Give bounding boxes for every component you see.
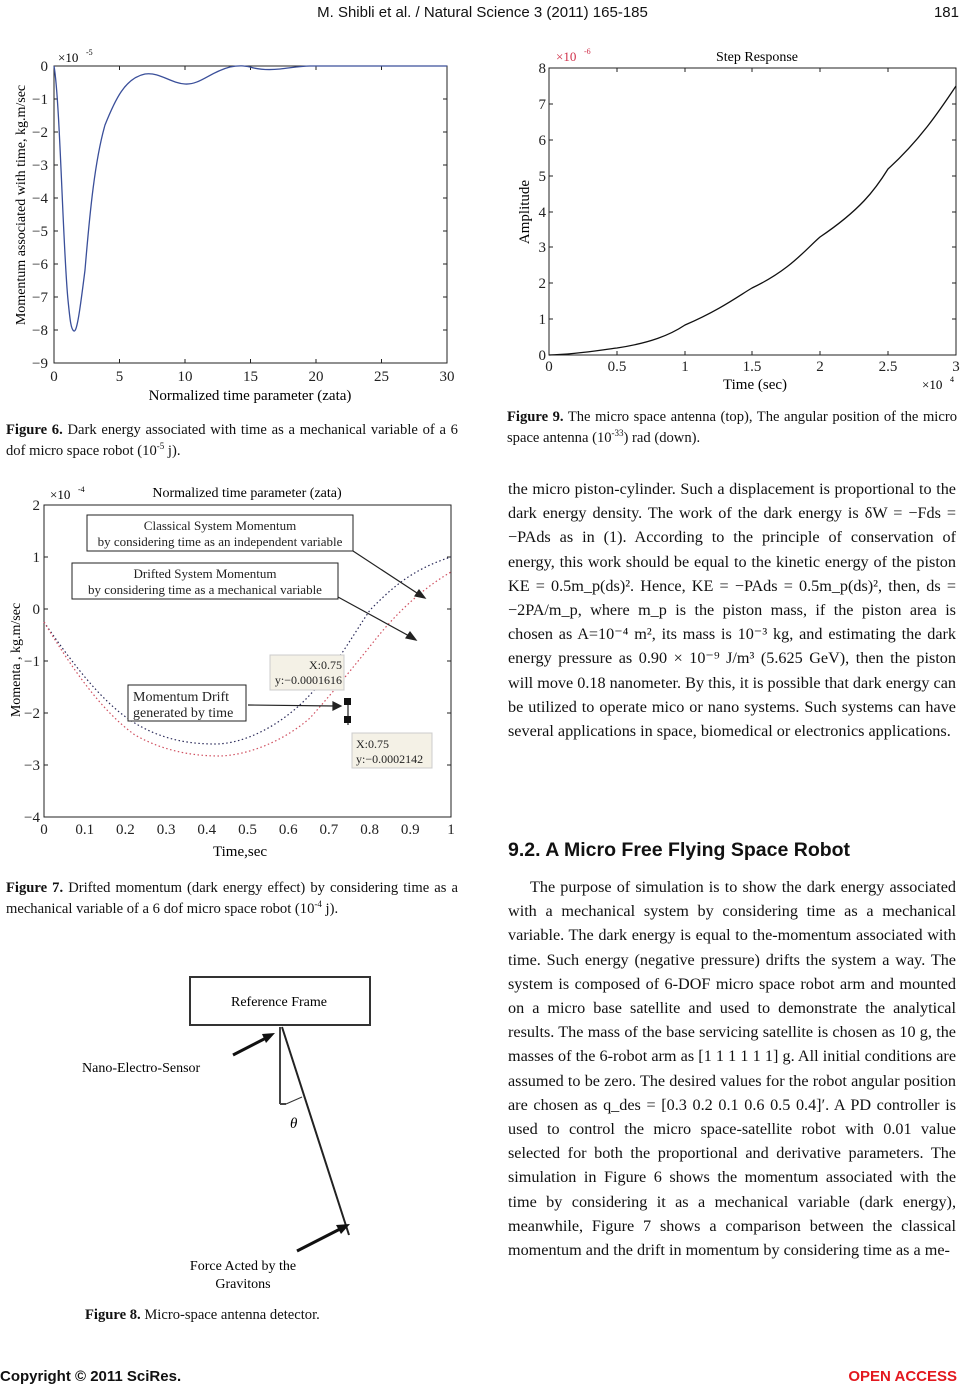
figure-8-caption: Figure 8. Micro-space antenna detector. <box>85 1307 320 1323</box>
figure-6-caption: Figure 6. Dark energy associated with time as a mechanical variable of a 6 dof micro space robot ($10^{-5}$ j). <box>6 422 458 459</box>
svg-text:-6: -6 <box>584 47 591 56</box>
y-tick: −6 <box>32 257 48 273</box>
x-axis-label: Time (sec) <box>722 377 788 393</box>
annotation-drift-line2: generated by time <box>133 706 234 721</box>
multiplier: ×10 <box>58 50 79 65</box>
datatip-2-x: X:0.75 <box>356 737 389 751</box>
figure-9-chart <box>490 45 965 395</box>
page-number: 181 <box>933 4 959 21</box>
annotation-drifted-line2: by considering time as a mechanical variable <box>88 582 322 597</box>
sensor-label: Nano-Electro-Sensor <box>82 1061 201 1076</box>
body-paragraph-2: The purpose of simulation is to show the dark energy associated with a mechanical system by considering time as a mechanical variable. The dark energy is equal to the-momentum associated with time. Such energy (negative pressure) drifts the system a way. The system is composed of 6-DOF micro space robot arm and mounted on a micro base satellite and used to demonstrate the analytical results. The mass of the base servicing satellite is chosen as 10 g, the masses of the 6-robot arm as [1 1 1 1 1 1] g. All initial conditions are assumed to be zero. The desired values for the robot angular position are chosen as q_des = [0.3 0.2 0.1 0.6 0.5 0.4]′. A PD controller is used to control the micro space-satellite robot with 0.01 value selected for both the proportional and derivative parameters. The simulation in Figure 6 shows the momentum associated with the time by considering it as a mechanical variable (dark energy), meanwhile, Figure 7 shows a comparison between the classical momentum and the drift in momentum by considering time as a me- <box>508 878 956 1260</box>
y-tick: −3 <box>32 158 48 174</box>
reference-frame-label: Reference Frame <box>231 995 327 1010</box>
svg-text:1: 1 <box>538 312 546 328</box>
theta-label: θ <box>290 1116 298 1132</box>
svg-text:1: 1 <box>32 550 40 566</box>
svg-text:0: 0 <box>50 369 58 385</box>
svg-text:0: 0 <box>538 348 546 364</box>
svg-text:0.5: 0.5 <box>607 359 627 375</box>
y-tick: −8 <box>32 323 48 339</box>
svg-text:0: 0 <box>545 359 553 375</box>
svg-text:−4: −4 <box>24 810 40 826</box>
datatip-1-x: X:0.75 <box>309 658 342 672</box>
chart-title: Normalized time parameter (zata) <box>152 486 342 501</box>
svg-text:-4: -4 <box>78 485 85 494</box>
svg-text:15: 15 <box>243 369 258 385</box>
svg-text:0.4: 0.4 <box>197 822 217 838</box>
svg-text:10: 10 <box>177 369 193 385</box>
svg-text:5: 5 <box>115 369 124 385</box>
svg-text:6: 6 <box>538 133 546 149</box>
annotation-classical-line2: by considering time as an independent variable <box>97 534 343 549</box>
copyright: Copyright © 2011 SciRes. <box>0 1368 182 1385</box>
svg-text:0.5: 0.5 <box>238 822 257 838</box>
page-header <box>0 2 965 22</box>
svg-text:8: 8 <box>538 61 546 77</box>
datatip-2-y: y:−0.0002142 <box>356 752 424 766</box>
svg-text:−3: −3 <box>24 758 40 774</box>
y-axis-label: Momentum associated with time, kg.m/sec <box>14 84 29 326</box>
figure-7-chart <box>0 478 470 870</box>
body-paragraph-1: the micro piston-cylinder. Such a displacement is proportional to the dark energy density. The work of the dark energy is δW = −Fds = −PAds as in (1). According to the principle of conservation of energy, this work should be equal to the kinetic energy of the piston KE = 0.5m_p(ds)². Hence, KE = −PAds = 0.5m_p(ds)², then, ds = −2PA/m_p, where m_p is the piston mass, if the piston area is chosen as A=10⁻⁴ m², its mass is 10⁻³ kg, and estimating the dark energy pressure as 0.90 × 10⁻⁹ J/m³ (5.625 GeV), then the piston will move 0.18 nanometer. By this, it is possible that dark energy can be utilized to operate mico or nano systems. Such systems can have several applications in space, biomedical or electronics applications. <box>508 480 956 741</box>
svg-text:2: 2 <box>32 498 40 514</box>
y-tick: −9 <box>32 356 48 372</box>
svg-text:4: 4 <box>950 375 954 384</box>
x-axis-label: Time,sec <box>212 844 268 860</box>
y-tick: 0 <box>40 59 48 75</box>
y-tick: −7 <box>32 290 48 306</box>
svg-text:25: 25 <box>374 369 389 385</box>
svg-text:0.3: 0.3 <box>156 822 176 838</box>
force-label-line2: Gravitons <box>215 1277 271 1292</box>
figure-6-chart <box>0 45 470 405</box>
svg-text:2: 2 <box>538 276 546 292</box>
svg-text:−1: −1 <box>24 654 40 670</box>
svg-text:0: 0 <box>40 822 48 838</box>
svg-text:0.9: 0.9 <box>400 822 420 838</box>
svg-text:0: 0 <box>32 602 40 618</box>
y-tick: −1 <box>32 92 48 108</box>
svg-text:2: 2 <box>816 359 824 375</box>
svg-text:0.1: 0.1 <box>75 822 95 838</box>
svg-text:4: 4 <box>538 205 546 221</box>
annotation-drift-line1: Momentum Drift <box>133 690 230 705</box>
svg-text:1.5: 1.5 <box>742 359 762 375</box>
svg-text:0.2: 0.2 <box>116 822 135 838</box>
svg-text:−2: −2 <box>24 706 40 722</box>
svg-text:3: 3 <box>952 359 960 375</box>
svg-text:×10: ×10 <box>50 487 71 502</box>
svg-text:20: 20 <box>308 369 324 385</box>
chart-title: Step Response <box>715 50 799 65</box>
annotation-classical-line1: Classical System Momentum <box>143 518 297 533</box>
x-multiplier: ×10 <box>922 377 943 392</box>
y-tick: −4 <box>32 191 48 207</box>
y-multiplier: ×10 <box>556 49 577 64</box>
open-access-badge: OPEN ACCESS <box>848 1368 957 1385</box>
svg-text:-5: -5 <box>86 48 93 57</box>
svg-text:1: 1 <box>447 822 455 838</box>
force-label-line1: Force Acted by the <box>189 1259 297 1274</box>
datatip-1-y: y:−0.0001616 <box>274 673 342 687</box>
annotation-drifted-line1: Drifted System Momentum <box>133 566 277 581</box>
svg-text:0.8: 0.8 <box>360 822 379 838</box>
y-tick: −2 <box>32 125 48 141</box>
svg-text:0.7: 0.7 <box>319 822 339 838</box>
running-title: M. Shibli et al. / Natural Science 3 (2011) 165-185 <box>317 4 648 21</box>
svg-text:3: 3 <box>538 240 546 256</box>
svg-text:30: 30 <box>439 369 455 385</box>
x-axis-label: Normalized time parameter (zata) <box>148 388 352 404</box>
section-heading: 9.2. A Micro Free Flying Space Robot <box>508 839 851 861</box>
svg-text:7: 7 <box>538 97 546 113</box>
figure-9-caption: Figure 9. The micro space antenna (top), The angular position of the micro space antenna $(10^{-33})$ rad (down). <box>507 409 957 446</box>
figure-7-caption: Figure 7. Drifted momentum (dark energy effect) by considering time as a mechanical variable of a 6 dof micro space robot ($10^{-4}$ j). <box>6 880 458 917</box>
svg-text:2.5: 2.5 <box>878 359 898 375</box>
y-tick: −5 <box>32 224 48 240</box>
svg-text:0.6: 0.6 <box>278 822 298 838</box>
svg-text:1: 1 <box>681 359 689 375</box>
y-axis-label: Momenta , kg.m/sec <box>9 602 24 718</box>
svg-text:5: 5 <box>538 169 546 185</box>
figure-8-diagram <box>70 970 390 1300</box>
y-axis-label: Amplitude <box>517 179 533 245</box>
